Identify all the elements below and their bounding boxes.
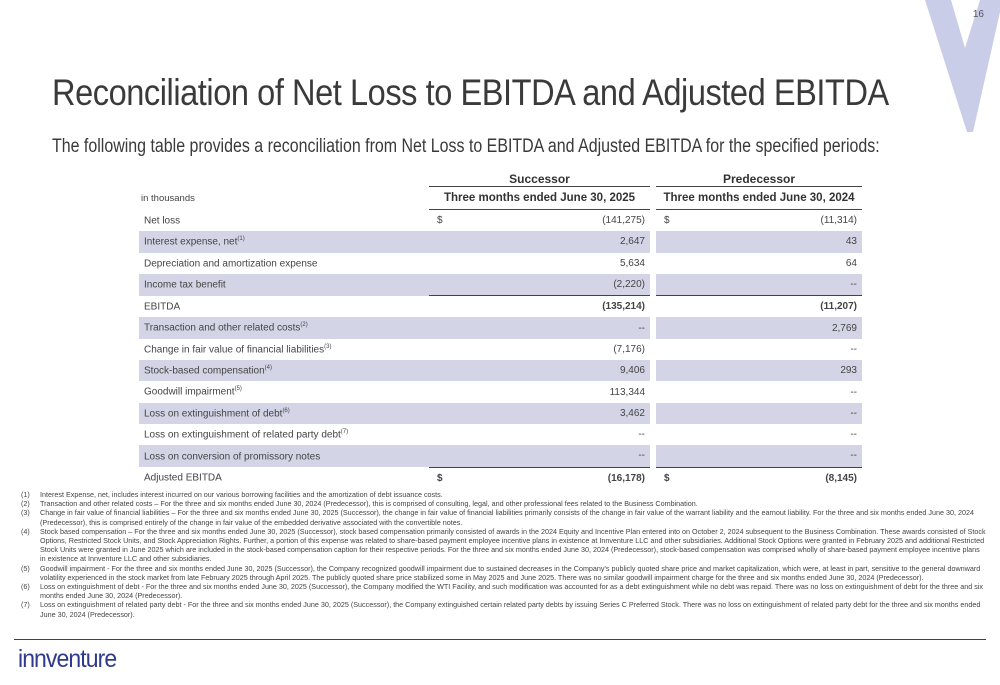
currency-2024 xyxy=(656,381,684,402)
footnote xyxy=(21,564,987,582)
currency-2025 xyxy=(429,253,457,274)
currency-2024: $ xyxy=(656,467,684,489)
currency-2025 xyxy=(429,360,457,381)
value-2025: 3,462 xyxy=(457,403,650,424)
value-2025: 2,647 xyxy=(457,231,650,252)
currency-2025 xyxy=(429,296,457,318)
currency-2024 xyxy=(656,424,684,445)
bottom-rule xyxy=(14,639,986,640)
reconciliation-table xyxy=(139,171,862,489)
currency-2025 xyxy=(429,231,457,252)
currency-2024: $ xyxy=(664,215,670,227)
table-row xyxy=(139,403,862,424)
footnote-number: (6) xyxy=(21,582,30,592)
table-row xyxy=(139,210,862,232)
row-label: Interest expense, net$^{(1)}$ xyxy=(139,231,429,252)
currency-2025 xyxy=(429,381,457,402)
footnote-number: (2) xyxy=(21,499,30,509)
footnote-number: (7) xyxy=(21,600,30,610)
currency-2024 xyxy=(656,296,684,318)
row-label: Change in fair value of financial liabilities$^{(3)}$ xyxy=(144,343,332,356)
row-label: Income tax benefit xyxy=(139,274,429,296)
table-row xyxy=(139,381,862,402)
currency-2024 xyxy=(656,360,684,381)
footnote-text: Loss on extinguishment of debt - For the three and six months ended June 30, 2025 (Successor), the Company modified the WTI Facility, and such modification was accounted for as a debt extinguishment while no debt was repaid. There was no loss on extinguishment of debt for the three and six months ended June 30, 2024 (Predecessor). xyxy=(40,582,984,601)
table-row xyxy=(139,445,862,467)
footnote-text: Loss on extinguishment of related party debt - For the three and six months ended June 30, 2025 (Successor), the Company extinguished certain related party debts by issuing Series C Preferred Stock. There was no loss on extinguishment of related party debt for the three and six months ended June 30, 2024 (Predecessor). xyxy=(40,600,981,619)
value-2024: 64 xyxy=(845,257,857,269)
footnote xyxy=(21,582,987,600)
footnote-text: Transaction and other related costs – For the three and six months ended June 30, 2024 (Predecessor), this is comprised of consulting, legal, and other professional fees related to the Business Combination. xyxy=(40,499,698,509)
footnote xyxy=(21,508,987,526)
row-label: Net loss xyxy=(144,215,181,227)
value-2025: (141,275) xyxy=(602,215,645,227)
value-2024: -- xyxy=(684,445,862,467)
currency-2024 xyxy=(656,317,684,338)
footnote-ref: (2) xyxy=(300,322,308,329)
page-number: 16 xyxy=(972,9,984,20)
currency-2025 xyxy=(429,445,457,467)
currency-2024 xyxy=(656,253,684,274)
value-2025: 5,634 xyxy=(619,257,645,269)
footnotes xyxy=(21,490,987,619)
table-row xyxy=(139,360,862,381)
value-2024: 2,769 xyxy=(684,317,862,338)
table-row xyxy=(139,317,862,338)
currency-2025 xyxy=(429,274,457,296)
period-successor: Successor xyxy=(429,171,650,187)
row-label: Goodwill impairment$^{(5)}$ xyxy=(144,386,242,398)
currency-2024 xyxy=(656,339,684,360)
footnote-ref: (3) xyxy=(324,343,332,350)
row-label: Adjusted EBITDA xyxy=(144,472,222,484)
table-row xyxy=(139,339,862,360)
footnote-text: Change in fair value of financial liabilities – For the three and six months ended June 30, 2025 (Successor), the change in fair value of financial liabilities primarily consists of the change in fair value of the warrant liability and the earnout liability. For the three and six months ended June 30, 2024 (Predecessor), this is comprised entirely of the change in fair value of the embedded derivative associated with the convertible notes. xyxy=(40,508,974,527)
row-label: Stock-based compensation$^{(4)}$ xyxy=(139,360,429,381)
currency-2025 xyxy=(429,317,457,338)
footnote xyxy=(21,499,987,508)
column-header-row xyxy=(139,187,862,210)
footnote-ref: (6) xyxy=(282,407,290,414)
currency-2025 xyxy=(429,339,457,360)
corner-v-decoration xyxy=(925,0,1000,140)
value-2025: -- xyxy=(457,445,650,467)
table-row xyxy=(139,274,862,296)
row-label: Transaction and other related costs$^{(2)}$ xyxy=(139,317,429,338)
table-row xyxy=(139,424,862,445)
value-2025: (2,220) xyxy=(457,274,650,296)
currency-2025 xyxy=(429,403,457,424)
footnote-text: Goodwill impairment - For the three and six months ended June 30, 2025 (Successor), the Company recognized goodwill impairment due to sustained decreases in the Company's publicly quoted share price and market capitalization, which were, at least in part, sensitive to the general downward volatility experienced in the stock market from late February 2025 through April 2025. The publicly quoted share price stabilized some in May 2025 and June 2025. There was no similar goodwill impairment charge for the three and six months ended June 30, 2024 (Predecessor). xyxy=(40,563,981,582)
currency-2024 xyxy=(656,445,684,467)
footnote-ref: (7) xyxy=(340,428,349,435)
row-label: Depreciation and amortization expense xyxy=(144,257,318,269)
footnote-text: Stock based compensation – For the three and six months ended June 30, 2025 (Successor), stock based compensation primarily consisted of awards in the 2024 Equity and Incentive Plan entered into on October 2, 2024 subsequent to the Business Combination. These awards consisted of Stock Options, Restricted Stock Units, and Stock Appreciation Rights. Further, a portion of this expense was related to share-based payment employee incentive plans in existence at Innventure LLC and other subsidiaries. Additional Stock Options were granted in February 2025 and additional Restricted Stock Units were granted in June 2025 which are included in the stock-based compensation caption for their respective periods. For the three and six months ended June 30, 2024 (Predecessor), stock-based compensation was comprised wholly of share-based payment employee incentive plans in existence at Innventure LLC and other subsidiaries. xyxy=(40,526,986,564)
value-2024: -- xyxy=(684,403,862,424)
table-row xyxy=(139,253,862,274)
value-2024: -- xyxy=(850,386,857,398)
footnote xyxy=(21,490,987,499)
value-2024: (11,207) xyxy=(684,296,862,318)
table-row xyxy=(139,296,862,318)
value-2025: (7,176) xyxy=(613,343,645,355)
currency-2025: $ xyxy=(437,215,443,227)
row-label: Loss on conversion of promissory notes xyxy=(139,445,429,467)
value-2024: 43 xyxy=(684,231,862,252)
table-row xyxy=(139,231,862,252)
period-header-row xyxy=(139,171,862,187)
table-row xyxy=(139,467,862,489)
footnote xyxy=(21,600,987,618)
row-label: Loss on extinguishment of related party debt$^{(7)}$ xyxy=(144,428,349,441)
value-2025: 9,406 xyxy=(457,360,650,381)
value-2024: (11,314) xyxy=(820,215,857,227)
table-body xyxy=(139,210,862,489)
page-title: Reconciliation of Net Loss to EBITDA and Adjusted EBITDA xyxy=(52,72,889,113)
currency-2024 xyxy=(656,403,684,424)
footnote-number: (3) xyxy=(21,508,30,518)
value-2025: -- xyxy=(457,317,650,338)
footnote-number: (5) xyxy=(21,563,30,573)
column-header-2024: Three months ended June 30, 2024 xyxy=(656,187,862,210)
footnote-number: (1) xyxy=(21,490,30,499)
currency-2025: $ xyxy=(429,467,457,489)
value-2025: (16,178) xyxy=(457,467,650,489)
value-2024: -- xyxy=(850,343,857,355)
currency-2024 xyxy=(656,274,684,296)
footnote-ref: (4) xyxy=(264,365,272,372)
period-predecessor: Predecessor xyxy=(656,171,862,187)
innventure-logo: innventure xyxy=(18,645,117,673)
footnote-ref: (5) xyxy=(234,386,242,393)
column-header-2025: Three months ended June 30, 2025 xyxy=(429,187,650,210)
footnote-ref: (1) xyxy=(237,236,245,243)
value-2024: 293 xyxy=(684,360,862,381)
value-2025: -- xyxy=(638,429,645,441)
footnote-text: Interest Expense, net, includes interest incurred on our various borrowing facilities and the amortization of debt issuance costs. xyxy=(40,490,443,499)
row-label: Loss on extinguishment of debt$^{(6)}$ xyxy=(139,403,429,424)
currency-2024 xyxy=(656,231,684,252)
currency-2025 xyxy=(429,424,457,445)
value-2024: -- xyxy=(684,274,862,296)
units-label: in thousands xyxy=(141,192,195,204)
value-2025: (135,214) xyxy=(457,296,650,318)
footnote-number: (4) xyxy=(21,526,30,536)
value-2025: 113,344 xyxy=(609,386,645,398)
page-subtitle: The following table provides a reconciliation from Net Loss to EBITDA and Adjusted EBITDA for the specified periods: xyxy=(52,136,880,157)
value-2024: (8,145) xyxy=(684,467,862,489)
row-label: EBITDA xyxy=(144,301,181,313)
value-2024: -- xyxy=(850,429,857,441)
footnote xyxy=(21,527,987,564)
